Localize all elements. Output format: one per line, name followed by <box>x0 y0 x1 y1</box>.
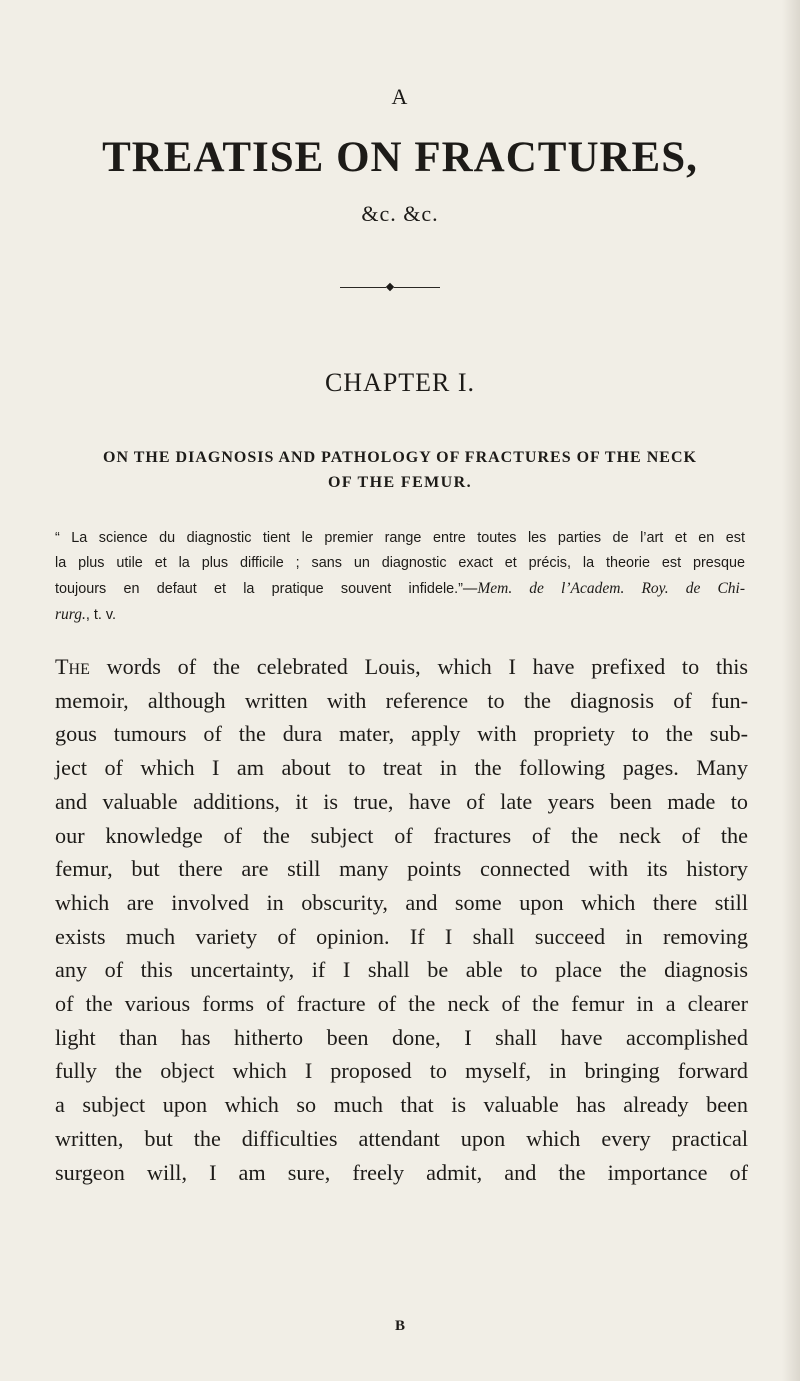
body-line-1-rest: words of the celebrated Louis, which I have prefixed to this <box>89 654 748 679</box>
title-article: A <box>391 84 409 109</box>
body-line-1 <box>55 650 748 684</box>
epigraph-citation: Mem. de l’Academ. Roy. de Chi- <box>477 580 745 597</box>
body-line: written, but the difficulties attendant upon which every practical <box>55 1125 748 1151</box>
ornamental-rule <box>340 285 440 291</box>
body-paragraph <box>55 650 748 1189</box>
chapter-heading: CHAPTER I. <box>324 368 476 397</box>
ornament-rule-left <box>340 287 386 288</box>
body-line: memoir, although written with reference to the diagnosis of fun- <box>55 687 748 713</box>
body-line: light than has hitherto been done, I shall have accomplished <box>55 1024 748 1050</box>
body-line: ject of which I am about to treat in the following pages. Many <box>55 755 748 781</box>
body-line: exists much variety of opinion. If I shall succeed in removing <box>55 923 748 949</box>
chapter-subject-line-1: ON THE DIAGNOSIS AND PATHOLOGY OF FRACTURES OF THE NECK <box>103 449 697 466</box>
epigraph-citation-tail: , t. v. <box>85 607 116 623</box>
chapter-subject-line-2: OF THE FEMUR. <box>328 474 472 491</box>
epigraph-line-4 <box>55 602 745 628</box>
drop-word: The <box>55 654 90 679</box>
epigraph-line-3 <box>55 576 745 602</box>
body-line: our knowledge of the subject of fractures of the neck of the <box>55 822 748 848</box>
epigraph-quote-end: toujours en defaut et la pratique souvent infidele.”— <box>55 581 478 597</box>
body-line: a subject upon which so much that is valuable has already been <box>55 1092 748 1118</box>
ornament-rule-right <box>394 287 440 288</box>
epigraph-line-2: la plus utile et la plus difficile ; sans un diagnostic exact et précis, la theorie est presque <box>55 555 745 571</box>
body-line: which are involved in obscurity, and some upon which there still <box>55 889 748 915</box>
page-title: TREATISE ON FRACTURES, <box>102 134 698 181</box>
body-line: and valuable additions, it is true, have of late years been made to <box>55 788 748 814</box>
epigraph-citation-cont: rurg. <box>55 606 86 623</box>
body-line: any of this uncertainty, if I shall be able to place the diagnosis <box>55 957 748 983</box>
body-line: of the various forms of fracture of the neck of the femur in a clearer <box>55 991 748 1017</box>
body-line: fully the object which I proposed to myself, in bringing forward <box>55 1058 748 1084</box>
epigraph-line-1: “ La science du diagnostic tient le premier range entre toutes les parties de l’art et en est <box>55 530 745 546</box>
body-line: femur, but there are still many points connected with its history <box>55 856 748 882</box>
body-line: surgeon will, I am sure, freely admit, and the importance of <box>55 1159 748 1185</box>
chapter-subject <box>80 445 720 495</box>
signature-mark: B <box>394 1318 405 1334</box>
body-line: gous tumours of the dura mater, apply with propriety to the sub- <box>55 721 748 747</box>
title-etc: &c. &c. <box>361 201 439 226</box>
diamond-icon <box>386 283 394 291</box>
epigraph <box>55 526 745 628</box>
